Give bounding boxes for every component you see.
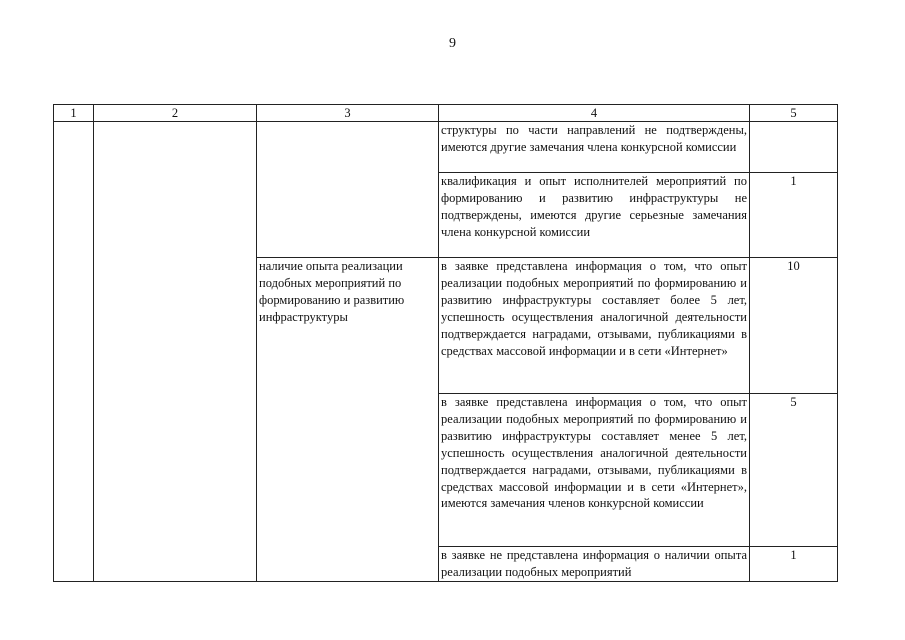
column-header-4: 4 xyxy=(439,105,750,122)
cell-score: 5 xyxy=(750,394,838,547)
cell-score: 10 xyxy=(750,258,838,394)
column-header-1: 1 xyxy=(54,105,94,122)
cell-description: в заявке представлена информация о том, что опыт реализации подобных мероприятий по формированию и развитию инфраструктуры составляет менее 5 лет, успешность осуществления аналогичной деятельности подтверждается наградами, отзывами, публикациями в средствах массовой информации и в сети «Интернет», имеются замечания членов конкурсной комиссии xyxy=(439,394,750,547)
column-header-2: 2 xyxy=(94,105,257,122)
page-number: 9 xyxy=(449,36,456,51)
criteria-table xyxy=(53,104,838,582)
column-header-3: 3 xyxy=(257,105,439,122)
cell-description: структуры по части направлений не подтверждены, имеются другие замечания члена конкурсной комиссии xyxy=(439,122,750,173)
column-header-5: 5 xyxy=(750,105,838,122)
cell-section xyxy=(94,122,257,582)
cell-criterion-empty xyxy=(257,122,439,258)
cell-description: квалификация и опыт исполнителей мероприятий по формированию и развитию инфраструктуры не подтверждены, имеются другие серьезные замечания члена конкурсной комиссии xyxy=(439,173,750,258)
cell-criterion: наличие опыта реализации подобных мероприятий по формированию и развитию инфраструктуры xyxy=(257,258,439,582)
cell-score: 1 xyxy=(750,547,838,582)
table-row xyxy=(54,122,838,173)
cell-score: 1 xyxy=(750,173,838,258)
cell-number xyxy=(54,122,94,582)
cell-description: в заявке не представлена информация о наличии опыта реализации подобных мероприятий xyxy=(439,547,750,582)
cell-score xyxy=(750,122,838,173)
cell-description: в заявке представлена информация о том, что опыт реализации подобных мероприятий по формированию и развитию инфраструктуры составляет более 5 лет, успешность осуществления аналогичной деятельности подтверждается наградами, отзывами, публикациями в средствах массовой информации и в сети «Интернет» xyxy=(439,258,750,394)
table-header-row xyxy=(54,105,838,122)
